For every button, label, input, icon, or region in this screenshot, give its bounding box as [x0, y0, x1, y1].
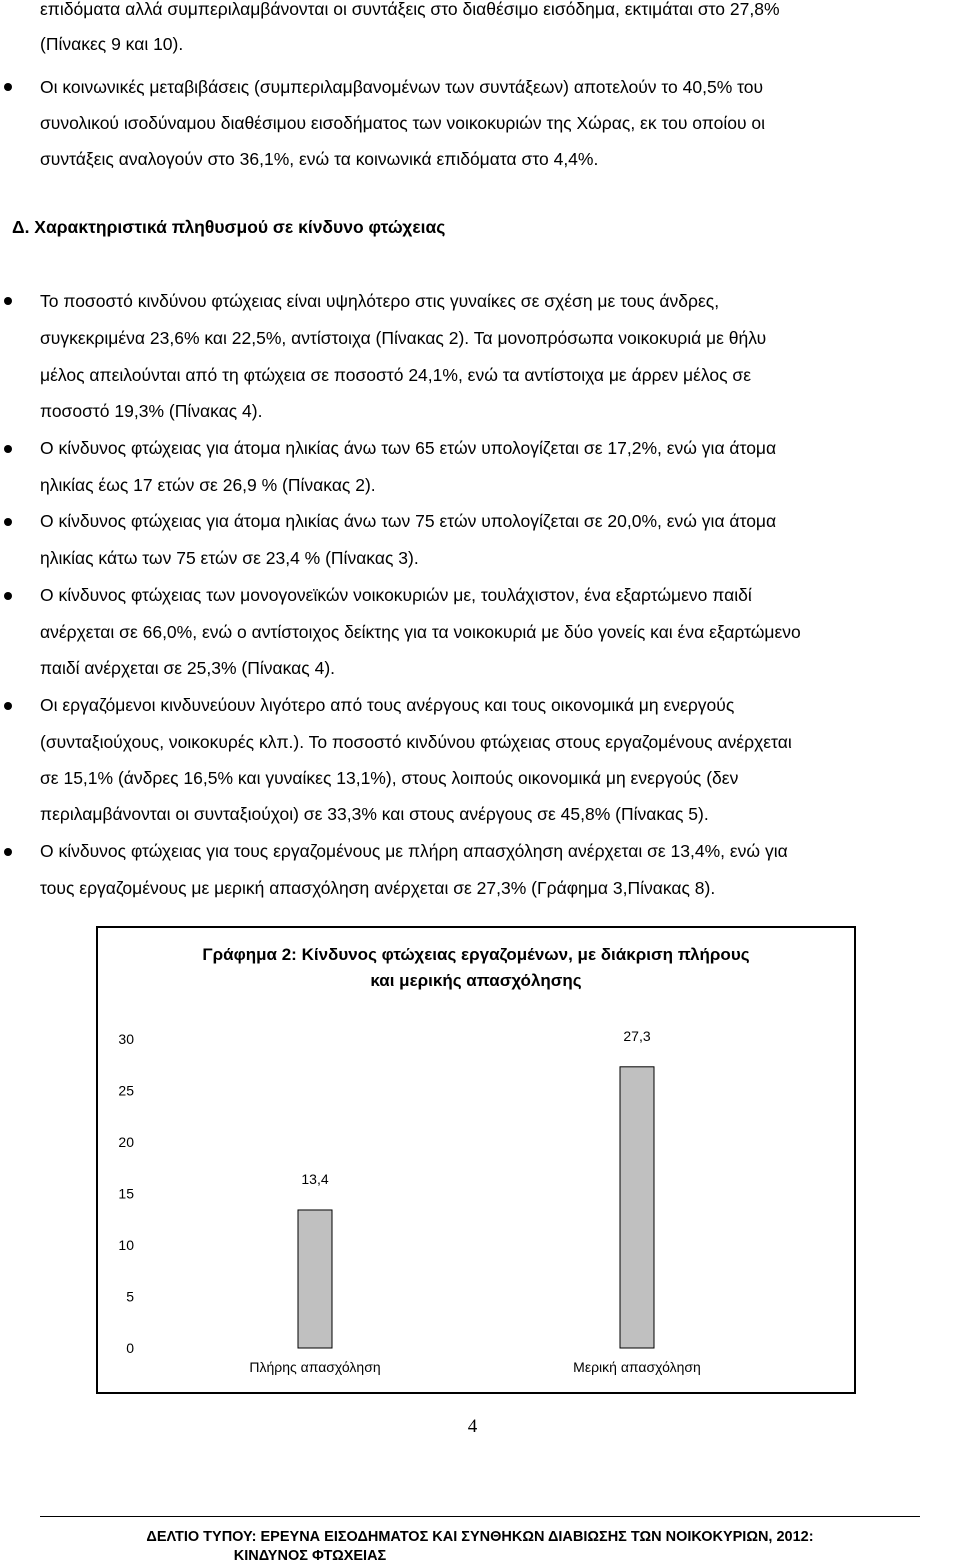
- page-number: 4: [467, 1416, 478, 1437]
- x-tick-label: Πλήρης απασχόληση: [249, 1359, 381, 1375]
- text-line: Οι εργαζόμενοι κινδυνεύουν λιγότερο από τους ανέργους και τους οικονομικά μη ενεργούς: [40, 695, 735, 715]
- text-line: σε 15,1% (άνδρες 16,5% και γυναίκες 13,1%), στους λοιπούς οικονομικά μη ενεργούς (δεν: [40, 768, 739, 788]
- text-line: Οι κοινωνικές μεταβιβάσεις (συμπεριλαμβανομένων των συντάξεων) αποτελούν το 40,5% του: [40, 77, 764, 97]
- bullet-icon: [4, 445, 12, 453]
- text-line: (συνταξιούχους, νοικοκυρές κλπ.). Το ποσοστό κινδύνου φτώχειας στους εργαζομένους ανέρχεται: [40, 732, 792, 752]
- text-line: συνολικού ισοδύναμου διαθέσιμου εισοδήματος των νοικοκυριών της Χώρας, εκ του οποίου οι: [40, 113, 766, 133]
- bar: [298, 1210, 332, 1348]
- footer-line-2: ΚΙΝΔΥΝΟΣ ΦΤΩΧΕΙΑΣ: [233, 1548, 387, 1564]
- text-line: επιδόματα αλλά συμπεριλαμβάνονται οι συντάξεις στο διαθέσιμο εισόδημα, εκτιμάται στο 27,8%: [40, 0, 780, 19]
- section-heading: Δ. Χαρακτηριστικά πληθυσμού σε κίνδυνο φτώχειας: [12, 217, 446, 237]
- text-line: ποσοστό 19,3% (Πίνακας 4).: [40, 401, 263, 421]
- footer-line-1: ΔΕΛΤΙΟ ΤΥΠΟΥ: ΕΡΕΥΝΑ ΕΙΣΟΔΗΜΑΤΟΣ ΚΑΙ ΣΥΝΘΗΚΩΝ ΔΙΑΒΙΩΣΗΣ ΤΩΝ ΝΟΙΚΟΚΥΡΙΩΝ, 2012:: [146, 1529, 814, 1545]
- bullet-icon: [4, 83, 12, 91]
- bar: [620, 1067, 654, 1348]
- y-tick-label: 25: [118, 1082, 134, 1099]
- y-tick-label: 5: [126, 1288, 134, 1305]
- bullet-icon: [4, 592, 12, 600]
- chart-title-line-2: και μερικής απασχόλησης: [370, 971, 582, 990]
- text-line: ηλικίας κάτω των 75 ετών σε 23,4 % (Πίνακας 3).: [40, 548, 419, 568]
- text-line: ανέρχεται σε 66,0%, ενώ ο αντίστοιχος δείκτης για τα νοικοκυριά με δύο γονείς και ένα εξαρτώμενο: [40, 622, 801, 642]
- bullet-icon: [4, 848, 12, 856]
- text-line: Ο κίνδυνος φτώχειας για άτομα ηλικίας άνω των 65 ετών υπολογίζεται σε 17,2%, ενώ για άτομα: [40, 438, 777, 458]
- text-line: ηλικίας έως 17 ετών σε 26,9 % (Πίνακας 2).: [40, 475, 376, 495]
- y-tick-label: 15: [118, 1185, 134, 1202]
- text-line: τους εργαζομένους με μερική απασχόληση ανέρχεται σε 27,3% (Γράφημα 3,Πίνακας 8).: [40, 878, 716, 898]
- bullet-icon: [4, 702, 12, 710]
- chart-frame: [96, 926, 856, 1394]
- y-tick-label: 10: [118, 1237, 134, 1253]
- bullet-icon: [4, 297, 12, 305]
- text-line: περιλαμβάνονται οι συνταξιούχοι) σε 33,3% και στους ανέργους σε 45,8% (Πίνακας 5).: [40, 804, 709, 824]
- y-tick-label: 20: [118, 1134, 134, 1150]
- text-line: συγκεκριμένα 23,6% και 22,5%, αντίστοιχα (Πίνακας 2). Τα μονοπρόσωπα νοικοκυριά με θήλυ: [40, 328, 767, 348]
- data-label: 27,3: [623, 1027, 651, 1044]
- text-line: Ο κίνδυνος φτώχειας για άτομα ηλικίας άνω των 75 ετών υπολογίζεται σε 20,0%, ενώ για άτομα: [40, 511, 777, 531]
- text-line: μέλος απειλούνται από τη φτώχεια σε ποσοστό 24,1%, ενώ τα αντίστοιχα με άρρεν μέλος σε: [40, 365, 752, 385]
- text-line: Ο κίνδυνος φτώχειας για τους εργαζομένους με πλήρη απασχόληση ανέρχεται σε 13,4%, ενώ για: [40, 841, 788, 861]
- chart-title-line-1: Γράφημα 2: Κίνδυνος φτώχειας εργαζομένων, με διάκριση πλήρους: [202, 945, 750, 964]
- x-tick-label: Μερική απασχόληση: [573, 1359, 701, 1375]
- bullet-icon: [4, 518, 12, 526]
- y-tick-label: 0: [126, 1340, 134, 1356]
- data-label: 13,4: [301, 1170, 329, 1187]
- footer-divider: [40, 1516, 920, 1517]
- text-line: Το ποσοστό κινδύνου φτώχειας είναι υψηλότερο στις γυναίκες σε σχέση με τους άνδρες,: [40, 291, 720, 311]
- text-line: συντάξεις αναλογούν στο 36,1%, ενώ τα κοινωνικά επιδόματα στο 4,4%.: [40, 149, 599, 169]
- text-line: παιδί ανέρχεται σε 25,3% (Πίνακας 4).: [40, 658, 336, 678]
- y-tick-label: 30: [118, 1031, 134, 1047]
- bar-chart: [98, 928, 854, 1392]
- text-line: (Πίνακες 9 και 10).: [40, 34, 184, 54]
- text-line: Ο κίνδυνος φτώχειας των μονογονεϊκών νοικοκυριών με, τουλάχιστον, ένα εξαρτώμενο παιδί: [40, 585, 752, 605]
